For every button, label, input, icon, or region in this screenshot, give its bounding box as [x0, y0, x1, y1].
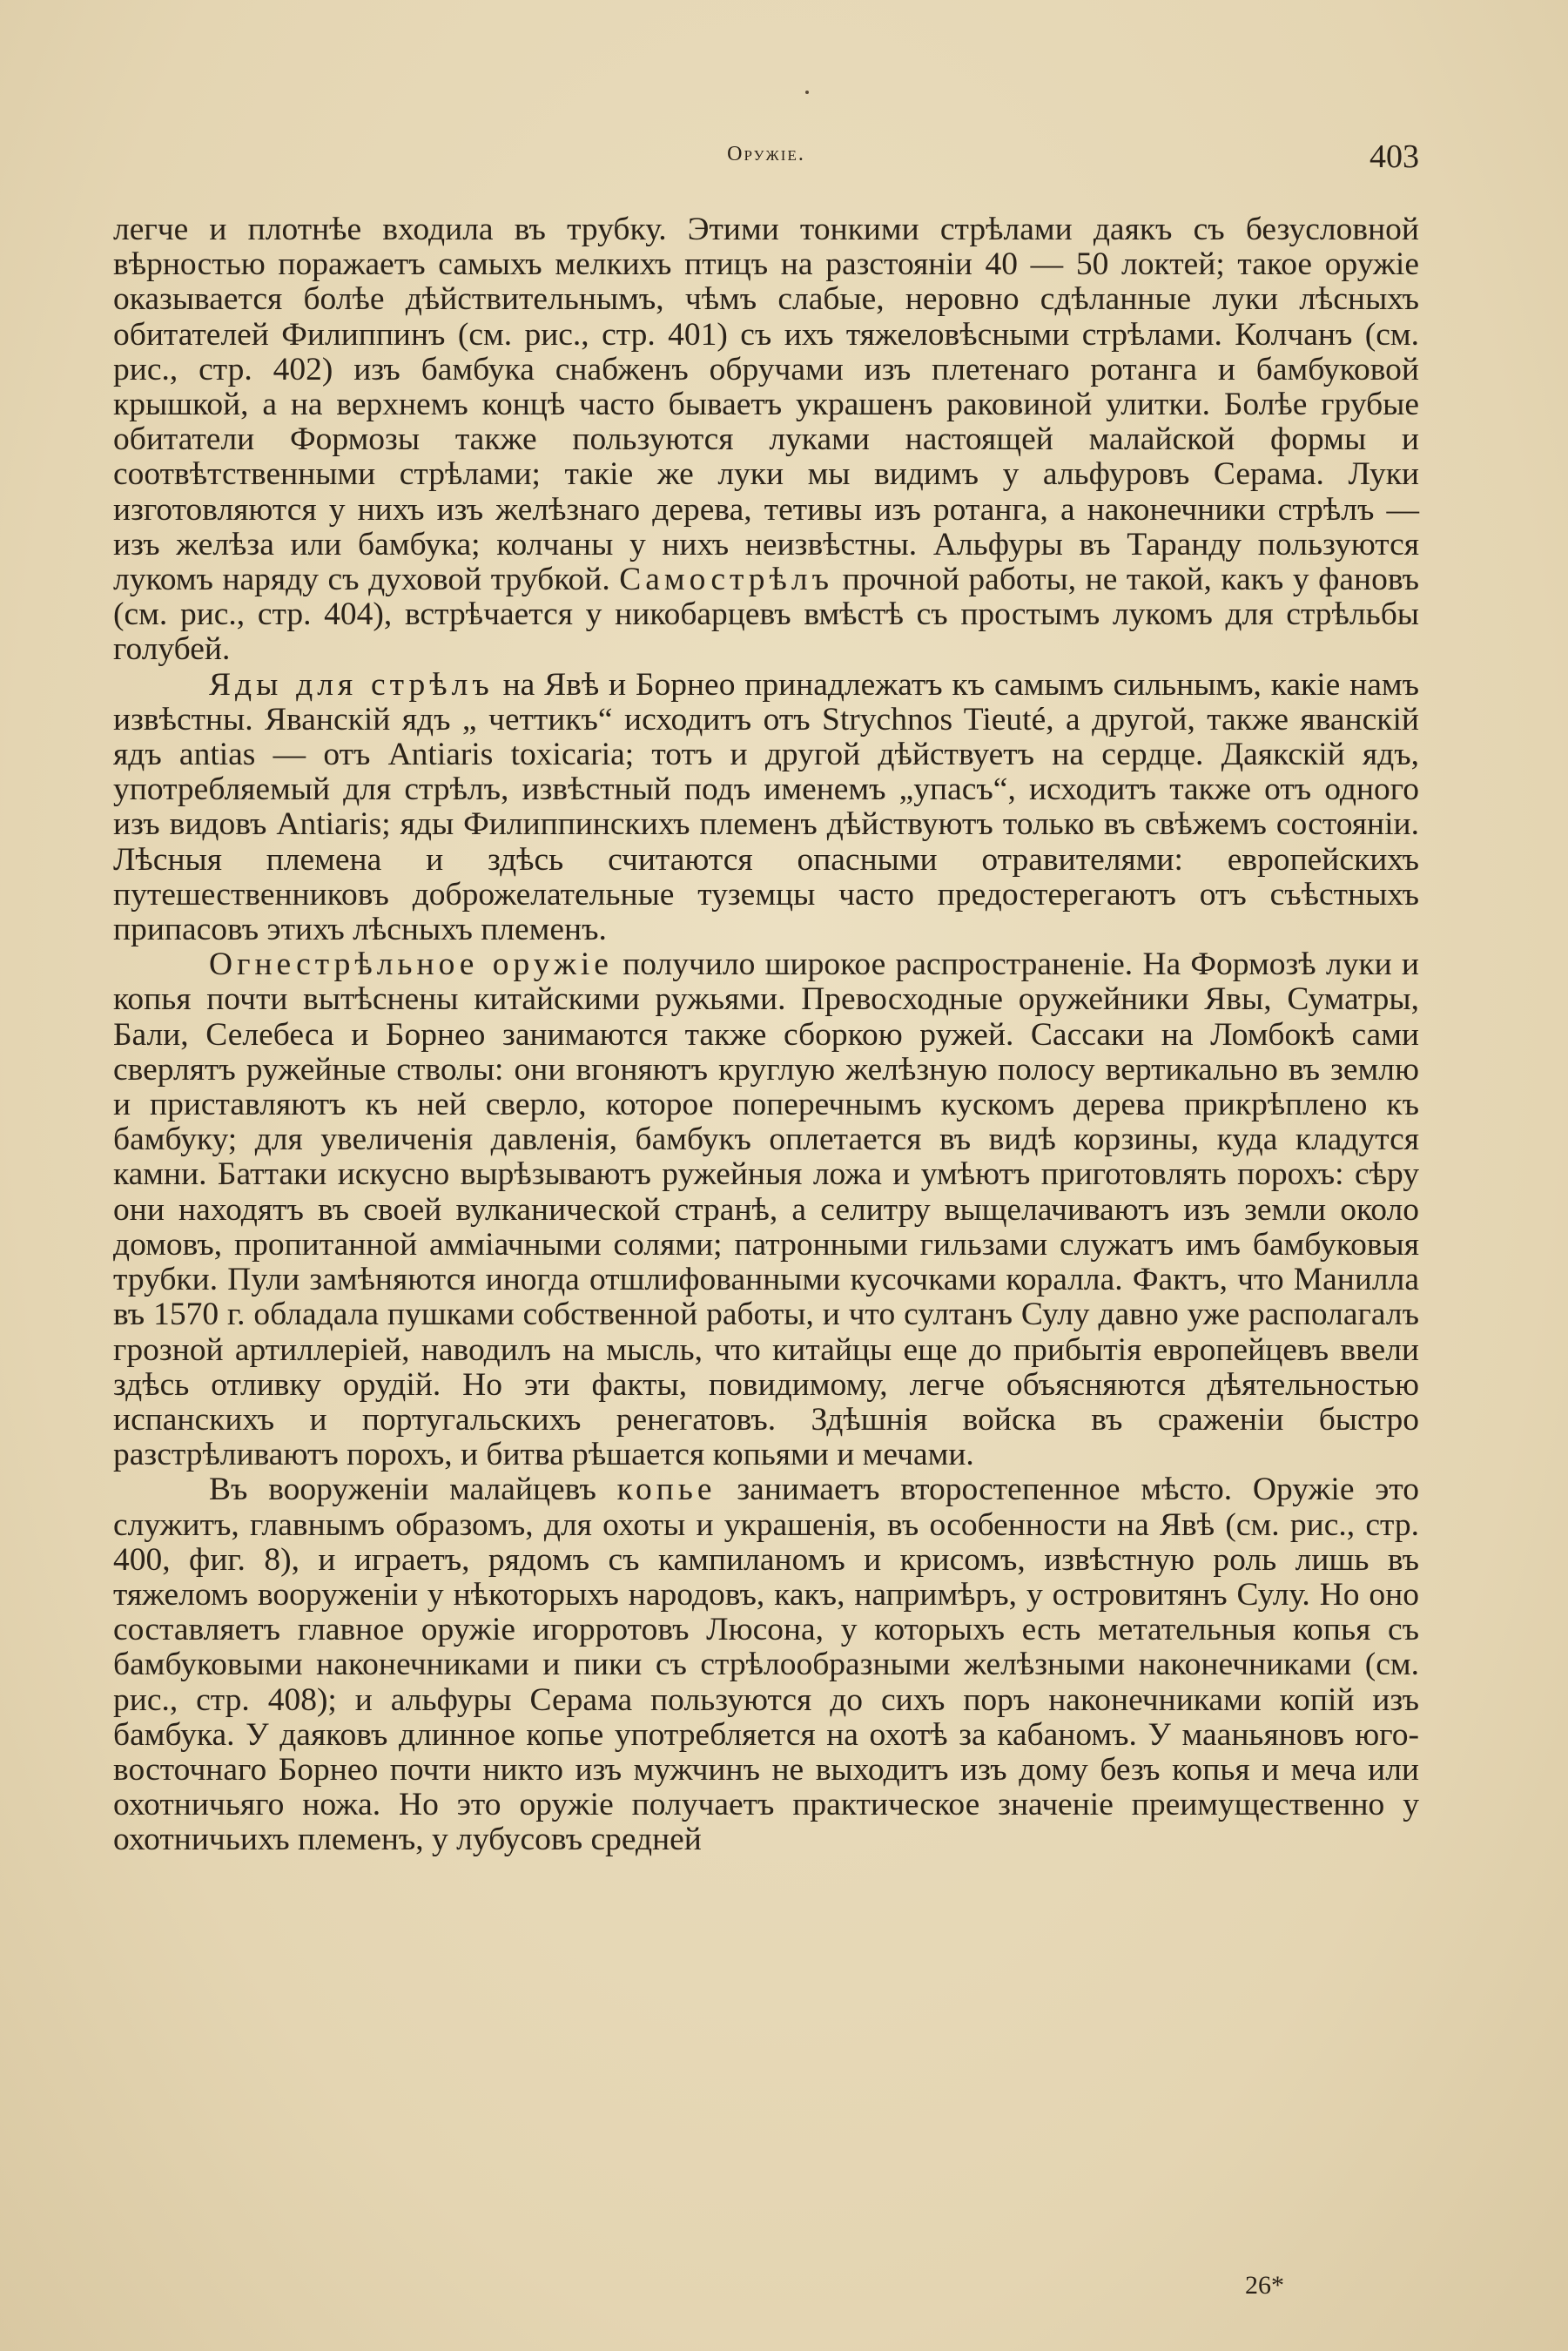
- paragraph-text: получило широкое распространеніе. На Формозѣ луки и копья почти вытѣснены китайскими ружьями. Превосходные оружейники Явы, Суматры, Бали, Селебеса и Борнео занимаются также сборкою ружей. Сассаки на Ломбокѣ сами сверлятъ ружейные стволы: они вгоняютъ круглую желѣзную полосу вертикально въ землю и приставляютъ къ ней сверло, которое поперечнымъ кускомъ дерева прикрѣплено къ бамбуку; для увеличенія давленія, бамбукъ оплетается въ видѣ корзины, куда кладутся камни. Баттаки искусно вырѣзываютъ ружейныя ложа и умѣютъ приготовлять порохъ: сѣру они находятъ въ своей вулканической странѣ, а селитру выщелачиваютъ изъ земли около домовъ, пропитанной амміачными солями; патронными гильзами служатъ имъ бамбуковыя трубки. Пули замѣняются иногда отшлифованными кусочками коралла. Фактъ, что Манилла въ 1570 г. обладала пушками собственной работы, и что султанъ Сулу давно уже располагалъ грозной артиллеріей, наводилъ на мысль, что китайцы еще до прибытія европейцевъ ввели здѣсь отливку орудій. Но эти факты, повидимому, легче объясняются дѣятельностью испанскихъ и португальскихъ ренегатовъ. Здѣшнія войска въ сраженіи быстро разстрѣливаютъ порохъ, и битва рѣшается копьями и мечами.: [113, 946, 1419, 1473]
- paragraph-firearms: [113, 947, 1419, 1472]
- paragraph-lead-term: копье: [616, 1472, 717, 1508]
- paragraph-bows-and-quivers: [113, 212, 1419, 668]
- body-text: [113, 212, 1419, 1858]
- page-number: 403: [1369, 138, 1419, 175]
- paragraph-lead-term: Самострѣлъ: [619, 562, 834, 598]
- paragraph-text: занимаетъ второстепенное мѣсто. Оружіе это служитъ, главнымъ образомъ, для охоты и украшенія, въ особенности на Явѣ (см. рис., стр. 400, фиг. 8), и играетъ, рядомъ съ кампиланомъ и крисомъ, извѣстную роль лишь въ тяжеломъ вооруженіи у нѣкоторыхъ народовъ, какъ, напримѣръ, у островитянъ Сулу. Но оно составляетъ главное оружіе игорротовъ Люсона, у которыхъ есть метательныя копья съ бамбуковыми наконечниками и пики съ стрѣлообразными желѣзными наконечниками (см. рис., стр. 408); и альфуры Серама пользуются до сихъ поръ наконечниками копій изъ бамбука. У даяковъ длинное копье употребляется на охотѣ за кабаномъ. У мааньяновъ юго-восточнаго Борнео почти никто изъ мужчинъ не выходитъ изъ дому безъ копья и меча или охотничьяго ножа. Но это оружіе получаетъ практическое значеніе преимущественно у охотничьихъ племенъ, у лубусовъ средней: [113, 1472, 1420, 1858]
- paragraph-text: легче и плотнѣе входила въ трубку. Этими тонкими стрѣлами даякъ съ безусловной вѣрностью поражаетъ самыхъ мелкихъ птицъ на разстояніи 40 — 50 локтей; такое оружіе оказывается болѣе дѣйствительнымъ, чѣмъ слабые, неровно сдѣланные луки лѣсныхъ обитателей Филиппинъ (см. рис., стр. 401) съ ихъ тяжеловѣсными стрѣлами. Колчанъ (см. рис., стр. 402) изъ бамбука снабженъ обручами изъ плетенаго ротанга и бамбуковой крышкой, а на верхнемъ концѣ часто бываетъ украшенъ раковиной улитки. Болѣе грубые обитатели Формозы также пользуются луками настоящей малайской формы и соотвѣтственными стрѣлами; такіе же луки мы видимъ у альфуровъ Серама. Луки изготовляются у нихъ изъ желѣзнаго дерева, тетивы изъ ротанга, а наконечники стрѣлъ — изъ желѣза или бамбука; колчаны у нихъ неизвѣстны. Альфуры въ Таранду пользуются лукомъ наряду съ духовой трубкой.: [113, 212, 1419, 598]
- printer-speck: [805, 91, 809, 94]
- page-header: [113, 138, 1419, 181]
- running-title: Оружіе.: [727, 143, 805, 165]
- signature-mark: 26*: [1245, 2271, 1284, 2300]
- paragraph-text: прочной работы, не такой, какъ у фановъ (см. рис., стр. 404), встрѣчается у никобарцевъ вмѣстѣ съ простымъ лукомъ для стрѣльбы голубей.: [113, 562, 1420, 668]
- paragraph-lead-term: Огнестрѣльное оружіе: [209, 946, 613, 983]
- paragraph-arrow-poisons: [113, 668, 1419, 948]
- paragraph-lead-term: Яды для стрѣлъ: [209, 666, 494, 703]
- paragraph-lead-text: Въ вооруженіи малайцевъ: [209, 1472, 596, 1508]
- paragraph-spears: [113, 1472, 1419, 1857]
- paragraph-text: на Явѣ и Борнео принадлежатъ къ самымъ сильнымъ, какіе намъ извѣстны. Яванскій ядъ „ четтикъ“ исходитъ отъ Strychnos Tieuté, а другой, также яванскій ядъ antias — отъ Antiaris toxicaria; тотъ и другой дѣйствуетъ на сердце. Даякскій ядъ, употребляемый для стрѣлъ, извѣстный подъ именемъ „упасъ“, исходитъ также отъ одного изъ видовъ Antiaris; яды Филиппинскихъ племенъ дѣйствуютъ только въ свѣжемъ состояніи. Лѣсныя племена и здѣсь считаются опасными отравителями: европейскихъ путешественниковъ доброжелательные туземцы часто предостерегаютъ отъ съѣстныхъ припасовъ этихъ лѣсныхъ племенъ.: [113, 666, 1419, 948]
